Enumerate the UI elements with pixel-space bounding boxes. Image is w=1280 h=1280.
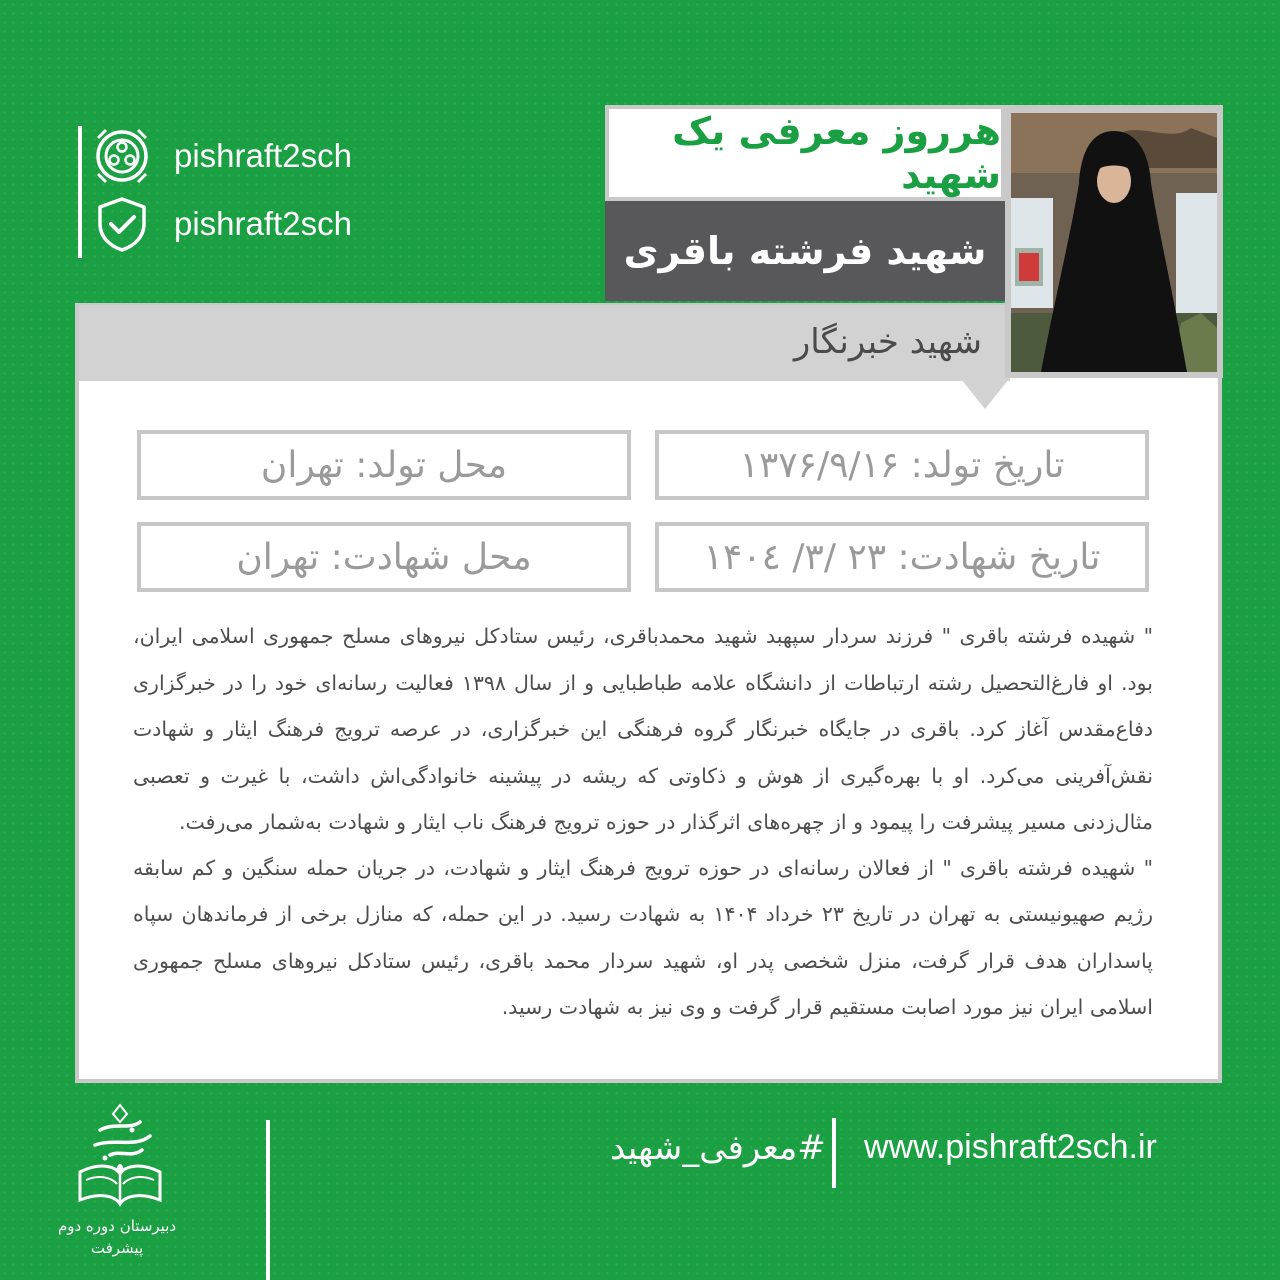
footer-divider: [266, 1120, 270, 1280]
band-pointer: [961, 379, 1009, 409]
social-handle-1: pishraft2sch: [174, 137, 352, 174]
birth-date-box: [655, 430, 1149, 500]
name-box: [605, 201, 1005, 301]
film-reel-icon: [92, 126, 152, 186]
martyr-date-box: [655, 522, 1149, 592]
school-name-line-1: دبیرستان دوره دوم: [57, 1217, 177, 1235]
website-link[interactable]: www.pishraft2sch.ir: [864, 1128, 1157, 1166]
portrait-photo: [1011, 113, 1217, 372]
social-row-film[interactable]: [92, 124, 352, 188]
school-name-line-2: پیشرفت: [90, 1239, 144, 1257]
title-box: [605, 105, 1005, 201]
martyr-date: تاریخ شهادت: ۲۳ /۳/ ۱۴۰٤: [703, 536, 1101, 578]
birth-date: تاریخ تولد: ۱۳۷۶/۹/۱۶: [739, 444, 1065, 486]
birth-place-box: [137, 430, 631, 500]
biography-paragraph-2: " شهیده فرشته باقری " از فعالان رسانه‌ای در حوزه ترویج فرهنگ ایثار و شهادت، در جریان حمله سنگین و کم سابقه رژیم صهیونیستی به تهران در تاریخ ۲۳ خرداد ۱۴۰۴ به شهادت رسید. در این حمله، که منازل برخی از فرماندهان سپاه پاسداران هدف قرار گرفت، منزل شخصی پدر او، شهید سردار محمد باقری، رئیس ستادکل نیروهای مسلح جمهوری اسلامی ایران نیز مورد اصابت مستقیم قرار گرفت و وی نیز به شهادت رسید.: [133, 855, 1153, 1019]
page-title: هرروز معرفی یک شهید: [672, 109, 1001, 197]
social-handle-2: pishraft2sch: [174, 205, 352, 242]
biography-paragraph-1: " شهیده فرشته باقری " فرزند سردار سپهبد شهید محمدباقری، رئیس ستادکل نیروهای مسلح جمهوری اسلامی ایران، بود. او فارغ‌التحصیل رشته ارتباطات از دانشگاه علامه طباطبایی و از سال ۱۳۹۸ فعالیت رسانه‌ای خود را در خبرگزاری دفاع‌مقدس آغاز کرد. باقری در جایگاه خبرنگار گروه فرهنگی این خبرگزاری، در عرصه ترویج فرهنگ ایثار و شهادت نقش‌آفرینی می‌کرد. او با بهره‌گیری از هوش و ذکاوتی که ریشه در پیشینه خانوادگی‌اش داشت، با غیرت و تعصبی مثال‌زدنی مسیر پیشرفت را پیمود و از چهره‌های اثرگذار در حوزه ترویج فرهنگ ناب ایثار و شهادت به‌شمار می‌رفت.: [133, 624, 1153, 834]
social-row-shield[interactable]: [92, 192, 352, 256]
hashtag-link[interactable]: #معرفی_شهید: [610, 1128, 826, 1168]
martyr-place: محل شهادت: تهران: [236, 536, 532, 578]
school-name: [52, 1215, 182, 1259]
footer-divider: [832, 1118, 836, 1188]
birth-place: محل تولد: تهران: [260, 444, 508, 486]
martyr-place-box: [137, 522, 631, 592]
subtitle: شهید خبرنگار: [793, 322, 982, 362]
social-divider: [78, 126, 82, 258]
shield-check-icon: [92, 194, 152, 254]
school-logo-icon: [70, 1100, 170, 1210]
biography: [133, 613, 1153, 1030]
martyr-name: شهید فرشته باقری: [623, 229, 987, 273]
